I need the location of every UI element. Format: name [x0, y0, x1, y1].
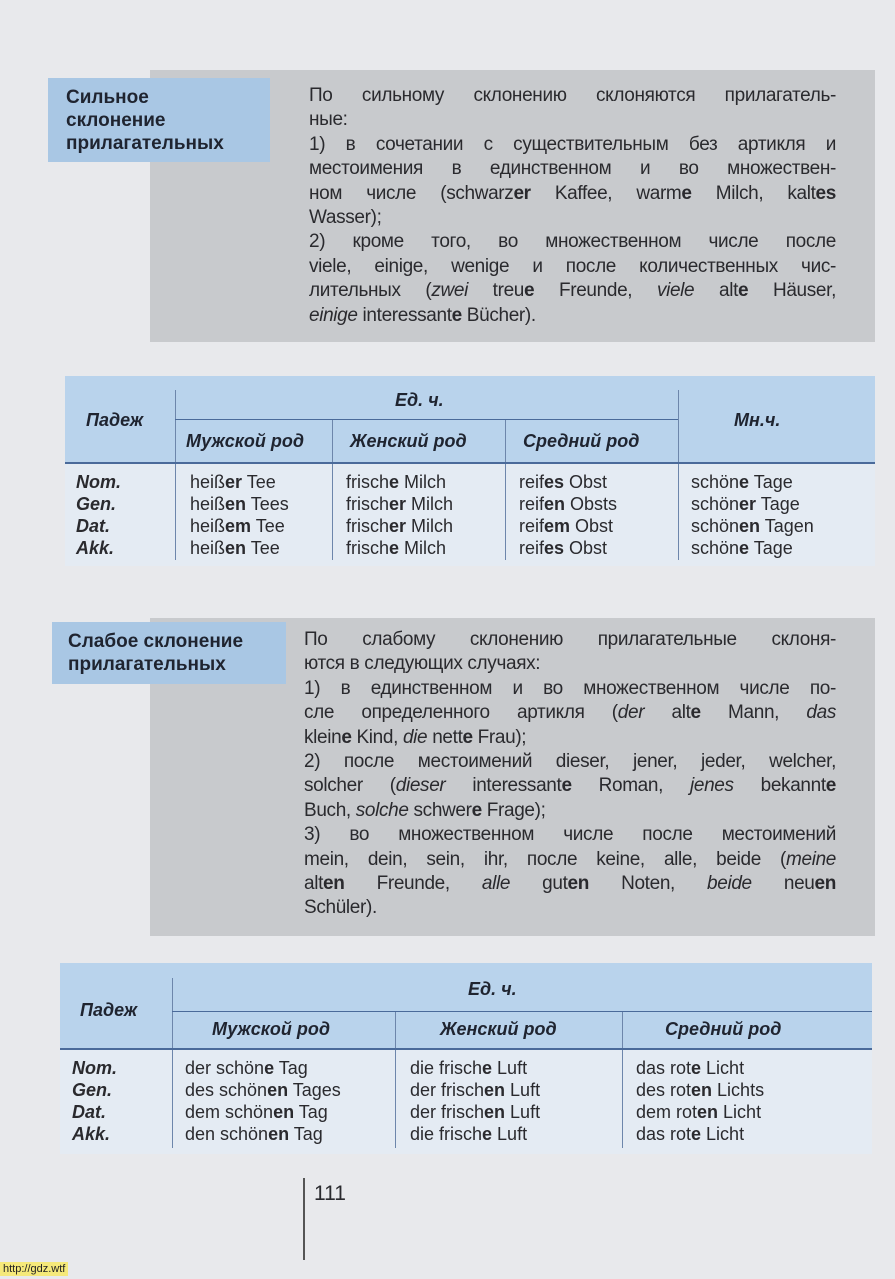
table-cell — [346, 537, 446, 559]
text-span: heiß — [190, 538, 226, 558]
table-cell — [185, 1079, 341, 1101]
text-span: alt — [644, 702, 691, 724]
text-span: ном числе (schwarz — [309, 182, 514, 204]
ending-bold: e — [482, 1058, 493, 1078]
word-italic: beide — [707, 873, 752, 895]
ending-bold: em — [544, 516, 571, 536]
ending-bold: en — [267, 1080, 289, 1100]
text-line — [304, 750, 836, 774]
text-span: Milch — [399, 538, 447, 558]
text-span: dem schön — [185, 1102, 274, 1122]
table-cell — [410, 1079, 540, 1101]
text-span: das rot — [636, 1058, 692, 1078]
text-span: reif — [519, 538, 545, 558]
ending-bold: e — [451, 304, 462, 326]
table-cell — [185, 1101, 328, 1123]
section2-label-line: Слабое склонение — [68, 631, 244, 652]
text-span: bekannt — [733, 775, 826, 797]
ending-bold: en — [225, 494, 247, 514]
ending-bold: e — [739, 472, 750, 492]
text-span: schön — [691, 516, 740, 536]
table-cell — [346, 493, 453, 515]
ending-bold: en — [484, 1080, 506, 1100]
text-span: frisch — [346, 538, 390, 558]
table-cell — [691, 471, 793, 493]
ending-bold: e — [739, 538, 750, 558]
text-span: Milch — [406, 516, 454, 536]
word-italic: jenes — [689, 775, 734, 797]
table-cell — [636, 1079, 764, 1101]
text-line — [309, 304, 836, 328]
ending-bold: en — [814, 873, 836, 895]
text-span: 2) кроме того, во множественном числе после — [309, 231, 836, 253]
word-italic: die — [402, 726, 428, 748]
ending-bold: e — [482, 1124, 493, 1144]
text-span: das rot — [636, 1124, 692, 1144]
text-span: Frau); — [472, 726, 527, 748]
ending-bold: e — [825, 775, 836, 797]
text-span: ные: — [309, 109, 348, 131]
table-cell — [410, 1101, 540, 1123]
text-span: Obst — [570, 516, 614, 536]
text-span: 1) в единственном и во множественном числе по- — [304, 677, 836, 699]
text-span: По сильному склонению склоняются прилагатель- — [309, 85, 836, 106]
text-span: Licht — [718, 1102, 762, 1122]
text-span: schön — [691, 494, 740, 514]
text-span: Tag — [294, 1102, 328, 1122]
table-cell — [190, 493, 289, 515]
text-span: Frage); — [481, 799, 546, 821]
text-span: viele, einige, wenige и после количественных чис- — [309, 255, 836, 277]
table2-singular-header: Ед. ч. — [468, 979, 517, 999]
ending-bold: en — [484, 1102, 506, 1122]
text-span: 2) после местоимений dieser, jener, jeder, welcher, — [304, 751, 836, 773]
text-span: frisch — [346, 472, 390, 492]
text-span: Buch, — [304, 799, 356, 821]
table1-case-header: Падеж — [86, 410, 144, 430]
text-line — [309, 157, 836, 181]
ending-bold: e — [681, 182, 692, 204]
ending-bold: en — [225, 538, 247, 558]
text-span: Freunde, — [534, 280, 657, 302]
text-span: Kaffee, warm — [530, 182, 682, 204]
text-span: Tee — [242, 472, 276, 492]
table-cell — [346, 515, 453, 537]
section1-label-line: склонение — [66, 110, 166, 131]
word-italic: dieser — [395, 775, 446, 797]
text-span: Tage — [749, 538, 793, 558]
case-label: Dat. — [76, 516, 111, 536]
text-span: solcher ( — [304, 775, 396, 797]
ending-bold: em — [225, 516, 252, 536]
text-span: Tagen — [760, 516, 814, 536]
text-span: der frisch — [410, 1080, 485, 1100]
table2-gender-header: Мужской род — [212, 1019, 330, 1039]
text-span: interessant — [357, 304, 452, 326]
table2-divider — [395, 1012, 396, 1148]
text-line — [309, 133, 836, 157]
ending-bold: es — [544, 538, 565, 558]
text-span: nett — [427, 726, 463, 748]
text-line — [309, 84, 836, 108]
text-span: klein — [304, 726, 342, 748]
text-span: ются в следующих случаях: — [304, 653, 541, 675]
text-span: Wasser); — [309, 207, 382, 229]
table-cell — [636, 1101, 761, 1123]
text-span: der frisch — [410, 1102, 485, 1122]
text-line — [304, 652, 836, 676]
ending-bold: e — [691, 1124, 702, 1144]
table2-gender-header: Женский род — [440, 1019, 557, 1039]
text-span: Tee — [246, 538, 280, 558]
table1-divider — [175, 419, 678, 420]
text-line — [304, 848, 836, 872]
table1-divider — [175, 390, 176, 560]
section2-label — [52, 622, 286, 684]
table2-divider — [172, 1011, 872, 1012]
text-span: Noten, — [589, 873, 708, 895]
word-italic: meine — [786, 848, 836, 870]
page-number-divider — [303, 1178, 305, 1260]
word-italic: einige — [309, 304, 358, 326]
text-span: heiß — [190, 494, 226, 514]
text-span: schwer — [408, 799, 472, 821]
text-line — [309, 206, 836, 230]
table1-singular-header: Ед. ч. — [395, 390, 444, 410]
ending-bold: en — [697, 1102, 719, 1122]
text-line — [309, 255, 836, 279]
text-span: frisch — [346, 516, 390, 536]
text-span: gut — [510, 873, 568, 895]
table-cell — [346, 471, 446, 493]
ending-bold: es — [815, 182, 836, 204]
case-label: Gen. — [76, 494, 117, 514]
ending-bold: er — [513, 182, 531, 204]
text-span: Kind, — [351, 726, 403, 748]
table1-gender-header: Женский род — [350, 431, 467, 451]
text-span: Schüler). — [304, 897, 377, 919]
text-span: heiß — [190, 516, 226, 536]
text-span: schön — [691, 472, 740, 492]
text-span: 1) в сочетании с существительным без артикля и — [309, 133, 836, 155]
text-line — [309, 108, 836, 132]
text-span: reif — [519, 516, 545, 536]
table-cell — [190, 471, 276, 493]
section1-label-line: прилагательных — [66, 133, 224, 154]
table1-divider — [332, 420, 333, 560]
text-span: die frisch — [410, 1058, 483, 1078]
table2-divider — [172, 978, 173, 1148]
ending-bold: er — [389, 516, 407, 536]
text-span: heiß — [190, 472, 226, 492]
text-line — [304, 799, 836, 823]
table1-divider — [678, 390, 679, 560]
ending-bold: er — [225, 472, 243, 492]
table2-case-header: Падеж — [80, 1000, 138, 1020]
word-italic: alle — [481, 873, 511, 895]
word-italic: der — [617, 702, 645, 724]
table2-divider — [622, 1012, 623, 1148]
text-span: Freunde, — [344, 873, 482, 895]
ending-bold: en — [691, 1080, 713, 1100]
text-span: Obst — [564, 538, 608, 558]
text-span: Obst — [564, 472, 608, 492]
text-span: Luft — [505, 1102, 541, 1122]
text-line — [304, 896, 836, 920]
table-cell — [519, 515, 613, 537]
text-span: Lichts — [712, 1080, 765, 1100]
table-cell — [691, 537, 793, 559]
text-line — [309, 230, 836, 254]
text-line — [304, 823, 836, 847]
text-span: По слабому склонению прилагательные склоня- — [304, 629, 836, 650]
text-span: Luft — [505, 1080, 541, 1100]
text-span: interessant — [445, 775, 562, 797]
text-span: 3) во множественном числе после местоимений — [304, 824, 836, 846]
text-span: сле определенного артикля ( — [304, 702, 618, 724]
table2-gender-header: Средний род — [665, 1019, 782, 1039]
ending-bold: en — [739, 516, 761, 536]
section1-label — [48, 78, 270, 162]
ending-bold: er — [739, 494, 757, 514]
text-span: den schön — [185, 1124, 269, 1144]
text-span: reif — [519, 472, 545, 492]
word-italic: zwei — [431, 280, 468, 302]
watermark-link[interactable]: http://gdz.wtf — [0, 1262, 68, 1276]
table-cell — [636, 1057, 744, 1079]
text-span: Luft — [492, 1124, 528, 1144]
case-label: Akk. — [72, 1124, 111, 1144]
text-span: neu — [751, 873, 815, 895]
table-cell — [519, 471, 607, 493]
table-cell — [519, 493, 617, 515]
word-italic: das — [806, 702, 836, 724]
ending-bold: es — [544, 472, 565, 492]
ending-bold: e — [462, 726, 473, 748]
case-label: Gen. — [72, 1080, 113, 1100]
case-label: Dat. — [72, 1102, 107, 1122]
text-span: des schön — [185, 1080, 268, 1100]
table-cell — [185, 1123, 323, 1145]
text-span: Tag — [274, 1058, 308, 1078]
text-line — [304, 726, 836, 750]
ending-bold: er — [389, 494, 407, 514]
ending-bold: en — [544, 494, 566, 514]
text-span: Tees — [246, 494, 289, 514]
text-span: Tages — [288, 1080, 341, 1100]
section1-text — [309, 84, 836, 328]
text-span: alt — [694, 280, 739, 302]
text-line — [304, 774, 836, 798]
text-span: лительных ( — [309, 280, 432, 302]
text-span: Tag — [289, 1124, 323, 1144]
table-cell — [519, 537, 607, 559]
case-label: Akk. — [76, 538, 115, 558]
text-span: treu — [467, 280, 525, 302]
section1-label-line: Сильное — [66, 87, 149, 108]
table-cell — [410, 1057, 527, 1079]
table1-plural-header: Мн.ч. — [734, 410, 781, 430]
ending-bold: en — [273, 1102, 295, 1122]
ending-bold: e — [341, 726, 352, 748]
table-cell — [190, 537, 280, 559]
word-italic: viele — [656, 280, 695, 302]
text-span: reif — [519, 494, 545, 514]
ending-bold: e — [389, 538, 400, 558]
text-line — [304, 872, 836, 896]
ending-bold: e — [264, 1058, 275, 1078]
word-italic: solche — [355, 799, 409, 821]
section2-label-line: прилагательных — [68, 654, 226, 675]
case-label: Nom. — [72, 1058, 117, 1078]
ending-bold: e — [561, 775, 572, 797]
text-line — [304, 677, 836, 701]
table-cell — [185, 1057, 308, 1079]
text-span: Milch — [406, 494, 454, 514]
text-span: Tage — [756, 494, 800, 514]
section2-text — [304, 628, 836, 921]
ending-bold: e — [524, 280, 535, 302]
text-span: dem rot — [636, 1102, 698, 1122]
text-span: Milch, kalt — [691, 182, 816, 204]
text-span: Roman, — [571, 775, 690, 797]
ending-bold: en — [268, 1124, 290, 1144]
table-cell — [410, 1123, 527, 1145]
table-cell — [691, 493, 800, 515]
text-span: die frisch — [410, 1124, 483, 1144]
text-line — [304, 628, 836, 652]
text-span: Licht — [701, 1124, 745, 1144]
ending-bold: e — [691, 1058, 702, 1078]
ending-bold: e — [690, 702, 701, 724]
text-span: frisch — [346, 494, 390, 514]
text-span: Milch — [399, 472, 447, 492]
ending-bold: en — [323, 873, 345, 895]
table1-gender-header: Средний род — [523, 431, 640, 451]
case-label: Nom. — [76, 472, 121, 492]
text-span: schön — [691, 538, 740, 558]
text-span: местоимения в единственном и во множествен- — [309, 158, 836, 180]
text-span: Mann, — [700, 702, 807, 724]
table-cell — [190, 515, 285, 537]
table2-divider — [60, 1048, 872, 1050]
text-span: Häuser, — [748, 280, 836, 302]
text-span: Licht — [701, 1058, 745, 1078]
text-span: der schön — [185, 1058, 265, 1078]
table-cell — [691, 515, 814, 537]
text-span: Tee — [251, 516, 285, 536]
text-span: des rot — [636, 1080, 692, 1100]
table1-divider — [505, 420, 506, 560]
table1-divider — [65, 462, 875, 464]
ending-bold: e — [738, 280, 749, 302]
text-span: mein, dein, sein, ihr, после keine, alle, beide ( — [304, 848, 786, 870]
page-number: 111 — [314, 1182, 346, 1205]
ending-bold: e — [389, 472, 400, 492]
text-span: alt — [304, 873, 324, 895]
text-span: Bücher). — [461, 304, 536, 326]
ending-bold: en — [567, 873, 590, 895]
table1-gender-header: Мужской род — [186, 431, 304, 451]
text-line — [309, 279, 836, 303]
text-line — [309, 182, 836, 206]
text-span: Obsts — [565, 494, 618, 514]
text-line — [304, 701, 836, 725]
text-span: Tage — [749, 472, 793, 492]
ending-bold: e — [471, 799, 482, 821]
text-span: Luft — [492, 1058, 528, 1078]
table-cell — [636, 1123, 744, 1145]
